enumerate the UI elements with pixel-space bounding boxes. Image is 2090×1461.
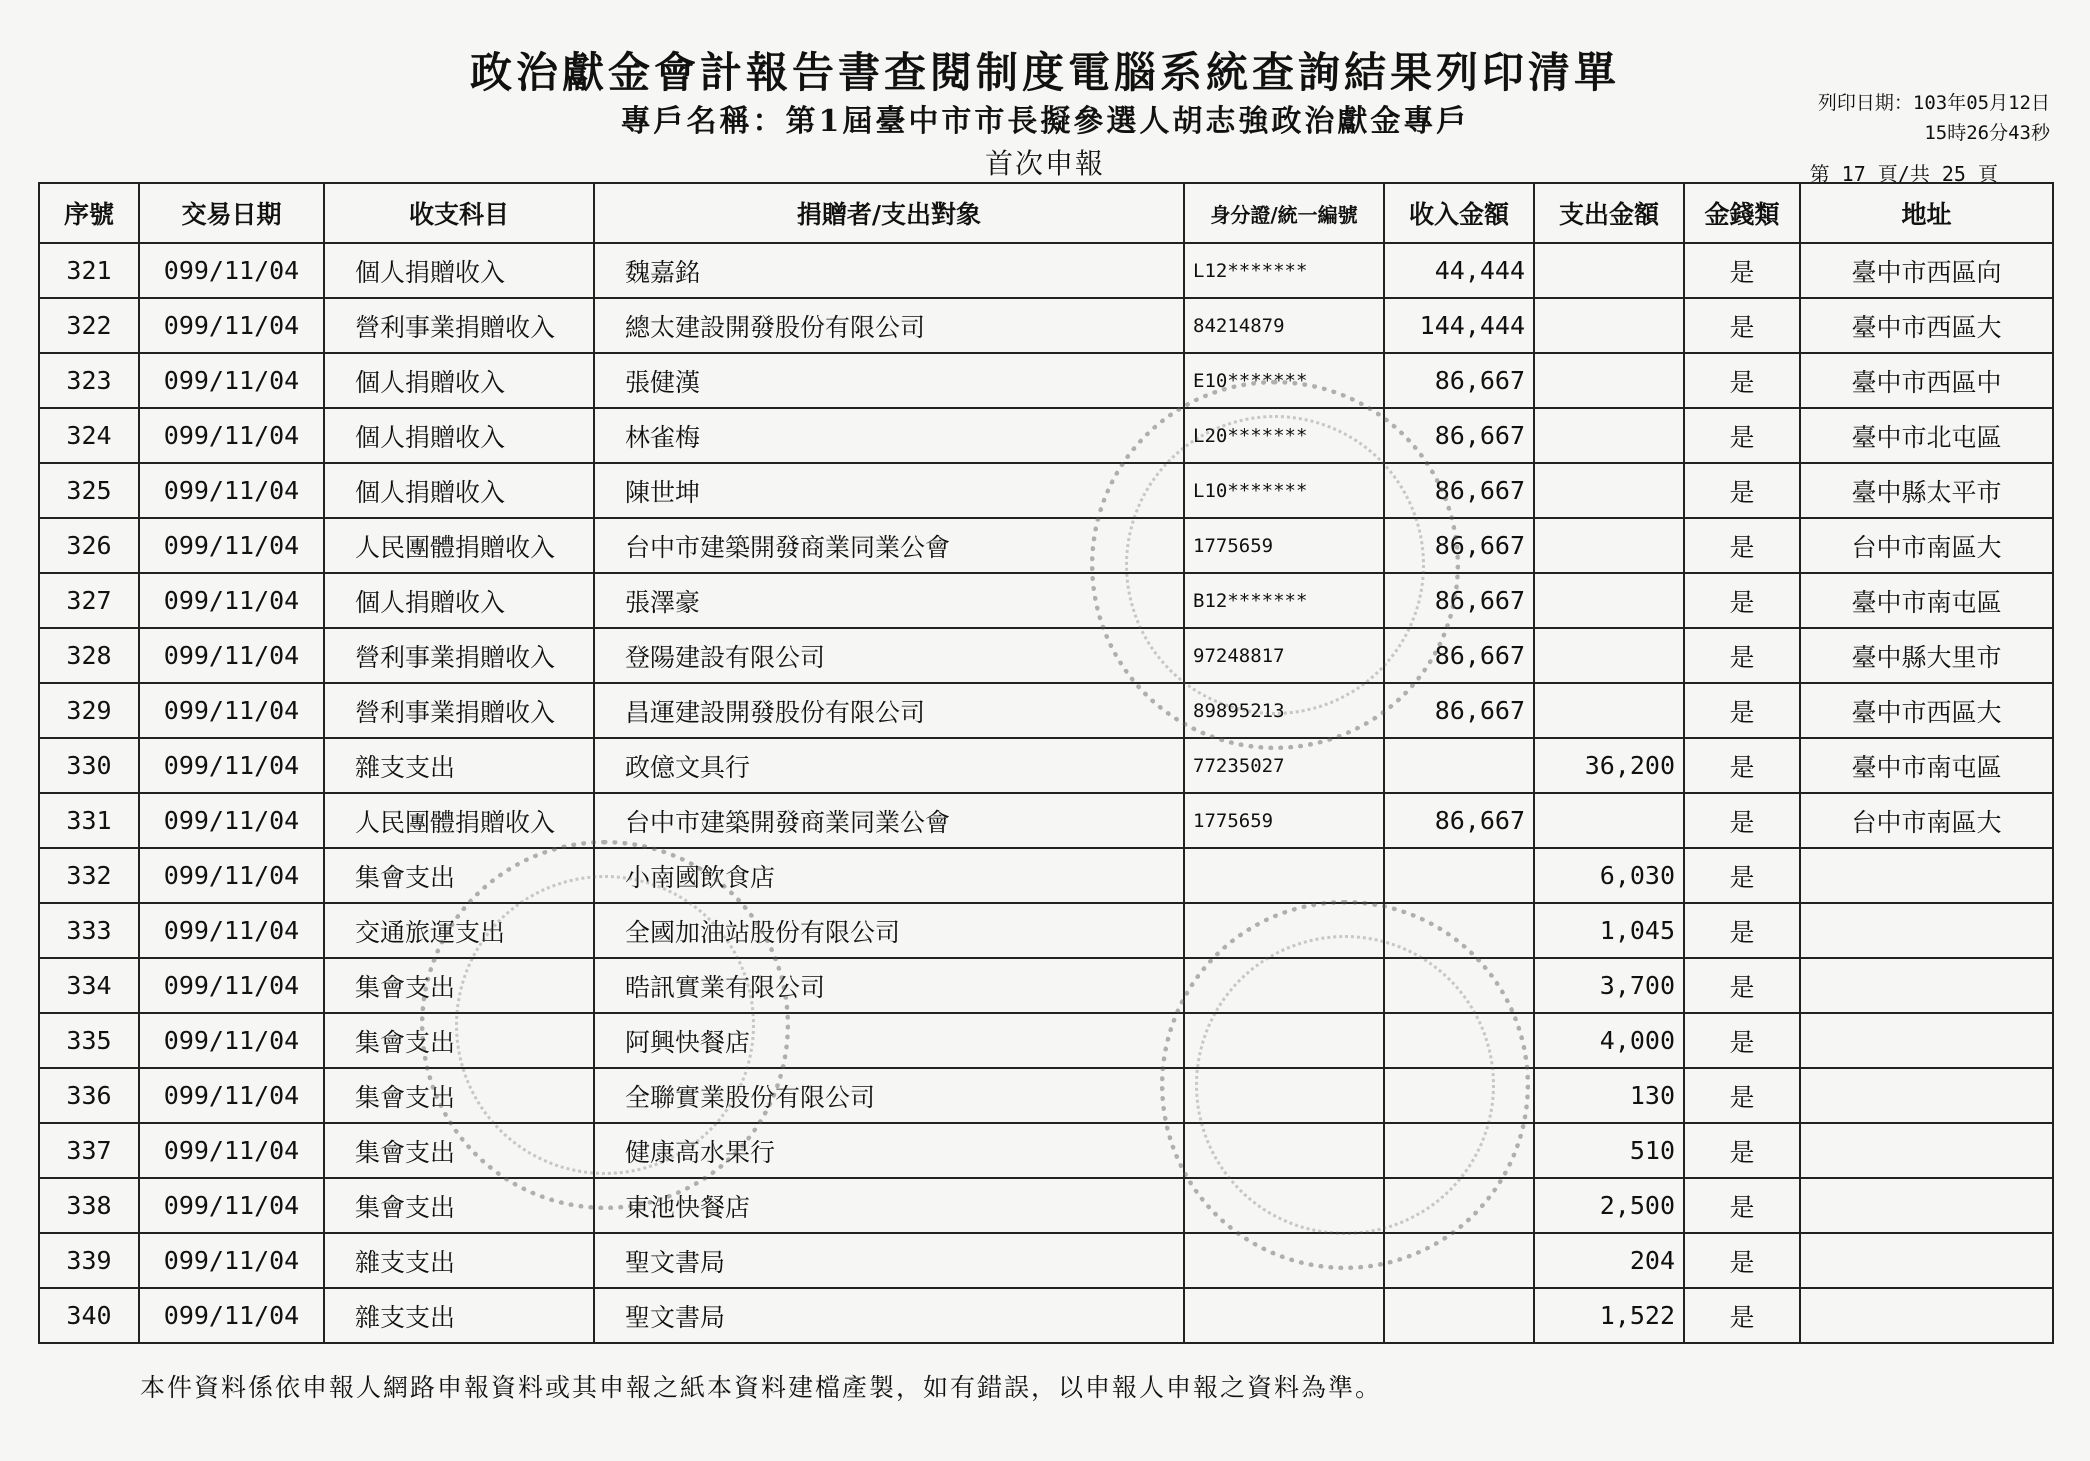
cell-expense: 6,030 xyxy=(1534,848,1684,903)
cell-income xyxy=(1384,958,1534,1013)
cell-date: 099/11/04 xyxy=(139,738,324,793)
cell-id: B12******* xyxy=(1184,573,1384,628)
cell-expense xyxy=(1534,518,1684,573)
table-row xyxy=(39,1123,2053,1178)
cell-date: 099/11/04 xyxy=(139,298,324,353)
cell-party: 晧訊實業有限公司 xyxy=(594,958,1184,1013)
cell-date: 099/11/04 xyxy=(139,518,324,573)
cell-cash: 是 xyxy=(1684,463,1800,518)
cell-address: 臺中市西區大 xyxy=(1800,683,2053,738)
cell-expense xyxy=(1534,793,1684,848)
cell-income xyxy=(1384,1288,1534,1343)
cell-cash: 是 xyxy=(1684,1068,1800,1123)
cell-expense xyxy=(1534,298,1684,353)
cell-date: 099/11/04 xyxy=(139,243,324,298)
cell-income xyxy=(1384,1013,1534,1068)
table-row xyxy=(39,628,2053,683)
cell-date: 099/11/04 xyxy=(139,353,324,408)
cell-cash: 是 xyxy=(1684,738,1800,793)
cell-category: 個人捐贈收入 xyxy=(324,243,594,298)
footer-disclaimer: 本件資料係依申報人網路申報資料或其申報之紙本資料建檔產製，如有錯誤，以申報人申報之資料為準。 xyxy=(140,1373,1383,1402)
col-header-address: 地址 xyxy=(1800,183,2053,243)
cell-date: 099/11/04 xyxy=(139,1233,324,1288)
page-indicator: 第 17 頁/共 25 頁 xyxy=(1809,162,1998,186)
cell-cash: 是 xyxy=(1684,1233,1800,1288)
cell-id xyxy=(1184,848,1384,903)
cell-address: 臺中市南屯區 xyxy=(1800,738,2053,793)
cell-expense: 1,522 xyxy=(1534,1288,1684,1343)
cell-id xyxy=(1184,958,1384,1013)
cell-address: 台中市南區大 xyxy=(1800,793,2053,848)
table-row xyxy=(39,1233,2053,1288)
cell-expense xyxy=(1534,683,1684,738)
cell-category: 個人捐贈收入 xyxy=(324,408,594,463)
cell-party: 登陽建設有限公司 xyxy=(594,628,1184,683)
cell-cash: 是 xyxy=(1684,628,1800,683)
cell-income: 86,667 xyxy=(1384,353,1534,408)
cell-cash: 是 xyxy=(1684,1013,1800,1068)
cell-party: 政億文具行 xyxy=(594,738,1184,793)
table-row xyxy=(39,793,2053,848)
cell-id xyxy=(1184,1123,1384,1178)
cell-id: L10******* xyxy=(1184,463,1384,518)
cell-address: 臺中縣大里市 xyxy=(1800,628,2053,683)
cell-income: 86,667 xyxy=(1384,408,1534,463)
cell-party: 東池快餐店 xyxy=(594,1178,1184,1233)
col-header-party: 捐贈者/支出對象 xyxy=(594,183,1184,243)
cell-date: 099/11/04 xyxy=(139,848,324,903)
cell-seq: 340 xyxy=(39,1288,139,1343)
cell-cash: 是 xyxy=(1684,298,1800,353)
col-header-category: 收支科目 xyxy=(324,183,594,243)
cell-date: 099/11/04 xyxy=(139,958,324,1013)
table-row xyxy=(39,573,2053,628)
cell-id xyxy=(1184,1288,1384,1343)
cell-address xyxy=(1800,1013,2053,1068)
cell-address: 台中市南區大 xyxy=(1800,518,2053,573)
cell-seq: 334 xyxy=(39,958,139,1013)
cell-expense: 510 xyxy=(1534,1123,1684,1178)
cell-id xyxy=(1184,903,1384,958)
cell-date: 099/11/04 xyxy=(139,683,324,738)
cell-id: L20******* xyxy=(1184,408,1384,463)
col-header-date: 交易日期 xyxy=(139,183,324,243)
cell-income: 86,667 xyxy=(1384,793,1534,848)
cell-id: 77235027 xyxy=(1184,738,1384,793)
cell-income xyxy=(1384,1178,1534,1233)
table-row xyxy=(39,353,2053,408)
cell-id xyxy=(1184,1013,1384,1068)
cell-category: 人民團體捐贈收入 xyxy=(324,518,594,573)
cell-party: 台中市建築開發商業同業公會 xyxy=(594,793,1184,848)
cell-seq: 328 xyxy=(39,628,139,683)
table-row xyxy=(39,1068,2053,1123)
ledger-body xyxy=(39,243,2053,1343)
cell-address: 臺中市西區向 xyxy=(1800,243,2053,298)
cell-party: 魏嘉銘 xyxy=(594,243,1184,298)
table-row xyxy=(39,1013,2053,1068)
cell-date: 099/11/04 xyxy=(139,1288,324,1343)
cell-address: 臺中市南屯區 xyxy=(1800,573,2053,628)
cell-id: 89895213 xyxy=(1184,683,1384,738)
cell-cash: 是 xyxy=(1684,683,1800,738)
cell-income: 86,667 xyxy=(1384,573,1534,628)
table-row xyxy=(39,958,2053,1013)
cell-seq: 339 xyxy=(39,1233,139,1288)
cell-cash: 是 xyxy=(1684,848,1800,903)
cell-income xyxy=(1384,1233,1534,1288)
cell-id xyxy=(1184,1068,1384,1123)
cell-address xyxy=(1800,1178,2053,1233)
cell-category: 雜支支出 xyxy=(324,1233,594,1288)
cell-expense xyxy=(1534,463,1684,518)
cell-id: 1775659 xyxy=(1184,793,1384,848)
cell-seq: 332 xyxy=(39,848,139,903)
cell-category: 集會支出 xyxy=(324,1123,594,1178)
cell-cash: 是 xyxy=(1684,903,1800,958)
cell-party: 聖文書局 xyxy=(594,1233,1184,1288)
cell-category: 集會支出 xyxy=(324,1068,594,1123)
cell-income: 86,667 xyxy=(1384,518,1534,573)
cell-expense: 130 xyxy=(1534,1068,1684,1123)
col-header-seq: 序號 xyxy=(39,183,139,243)
print-date: 列印日期：103年05月12日 xyxy=(1817,92,2050,114)
cell-seq: 338 xyxy=(39,1178,139,1233)
cell-cash: 是 xyxy=(1684,1288,1800,1343)
table-header-row xyxy=(39,183,2053,243)
cell-party: 林雀梅 xyxy=(594,408,1184,463)
cell-seq: 323 xyxy=(39,353,139,408)
cell-address xyxy=(1800,958,2053,1013)
cell-category: 營利事業捐贈收入 xyxy=(324,298,594,353)
cell-income xyxy=(1384,1123,1534,1178)
table-row xyxy=(39,298,2053,353)
cell-cash: 是 xyxy=(1684,573,1800,628)
table-row xyxy=(39,903,2053,958)
cell-address: 臺中市西區中 xyxy=(1800,353,2053,408)
col-header-id: 身分證/統一編號 xyxy=(1184,183,1384,243)
cell-address xyxy=(1800,848,2053,903)
cell-income xyxy=(1384,1068,1534,1123)
cell-expense: 1,045 xyxy=(1534,903,1684,958)
cell-date: 099/11/04 xyxy=(139,1068,324,1123)
cell-party: 聖文書局 xyxy=(594,1288,1184,1343)
cell-date: 099/11/04 xyxy=(139,1178,324,1233)
table-row xyxy=(39,683,2053,738)
cell-category: 個人捐贈收入 xyxy=(324,463,594,518)
cell-id xyxy=(1184,1233,1384,1288)
cell-party: 張健漢 xyxy=(594,353,1184,408)
cell-party: 昌運建設開發股份有限公司 xyxy=(594,683,1184,738)
cell-expense: 4,000 xyxy=(1534,1013,1684,1068)
cell-expense xyxy=(1534,243,1684,298)
cell-id: 84214879 xyxy=(1184,298,1384,353)
cell-category: 集會支出 xyxy=(324,1178,594,1233)
table-row xyxy=(39,518,2053,573)
cell-seq: 324 xyxy=(39,408,139,463)
cell-income: 86,667 xyxy=(1384,628,1534,683)
cell-category: 個人捐贈收入 xyxy=(324,353,594,408)
cell-cash: 是 xyxy=(1684,1123,1800,1178)
cell-cash: 是 xyxy=(1684,408,1800,463)
cell-party: 陳世坤 xyxy=(594,463,1184,518)
cell-income xyxy=(1384,848,1534,903)
cell-id: E10******* xyxy=(1184,353,1384,408)
cell-expense xyxy=(1534,408,1684,463)
cell-address: 臺中縣太平市 xyxy=(1800,463,2053,518)
cell-seq: 326 xyxy=(39,518,139,573)
cell-cash: 是 xyxy=(1684,958,1800,1013)
cell-seq: 329 xyxy=(39,683,139,738)
cell-category: 雜支支出 xyxy=(324,738,594,793)
table-row xyxy=(39,1288,2053,1343)
cell-date: 099/11/04 xyxy=(139,793,324,848)
cell-cash: 是 xyxy=(1684,1178,1800,1233)
table-row xyxy=(39,243,2053,298)
cell-category: 雜支支出 xyxy=(324,1288,594,1343)
report-type: 首次申報 xyxy=(984,147,1105,180)
ledger-table xyxy=(38,182,2054,1344)
cell-address: 臺中市北屯區 xyxy=(1800,408,2053,463)
cell-party: 張澤豪 xyxy=(594,573,1184,628)
cell-seq: 321 xyxy=(39,243,139,298)
cell-category: 人民團體捐贈收入 xyxy=(324,793,594,848)
cell-party: 小南國飲食店 xyxy=(594,848,1184,903)
cell-seq: 335 xyxy=(39,1013,139,1068)
cell-address: 臺中市西區大 xyxy=(1800,298,2053,353)
print-info xyxy=(1818,88,2050,148)
cell-income: 86,667 xyxy=(1384,683,1534,738)
cell-income: 144,444 xyxy=(1384,298,1534,353)
cell-party: 全聯實業股份有限公司 xyxy=(594,1068,1184,1123)
cell-category: 個人捐贈收入 xyxy=(324,573,594,628)
cell-date: 099/11/04 xyxy=(139,408,324,463)
cell-income: 44,444 xyxy=(1384,243,1534,298)
table-row xyxy=(39,408,2053,463)
cell-income: 86,667 xyxy=(1384,463,1534,518)
cell-cash: 是 xyxy=(1684,353,1800,408)
cell-category: 集會支出 xyxy=(324,1013,594,1068)
col-header-cash: 金錢類 xyxy=(1684,183,1800,243)
cell-address xyxy=(1800,1288,2053,1343)
document-title: 政治獻金會計報告書查閱制度電腦系統查詢結果列印清單 xyxy=(469,48,1620,97)
cell-expense xyxy=(1534,573,1684,628)
cell-seq: 325 xyxy=(39,463,139,518)
col-header-expense: 支出金額 xyxy=(1534,183,1684,243)
cell-address xyxy=(1800,1068,2053,1123)
cell-income xyxy=(1384,903,1534,958)
cell-cash: 是 xyxy=(1684,518,1800,573)
cell-income xyxy=(1384,738,1534,793)
cell-cash: 是 xyxy=(1684,243,1800,298)
cell-category: 集會支出 xyxy=(324,848,594,903)
cell-seq: 322 xyxy=(39,298,139,353)
col-header-income: 收入金額 xyxy=(1384,183,1534,243)
table-row xyxy=(39,1178,2053,1233)
account-name: 專戶名稱：第1屆臺中市市長擬參選人胡志強政治獻金專戶 xyxy=(620,104,1470,139)
cell-date: 099/11/04 xyxy=(139,573,324,628)
table-row xyxy=(39,738,2053,793)
cell-id xyxy=(1184,1178,1384,1233)
cell-category: 集會支出 xyxy=(324,958,594,1013)
cell-category: 營利事業捐贈收入 xyxy=(324,628,594,683)
cell-seq: 327 xyxy=(39,573,139,628)
cell-expense: 3,700 xyxy=(1534,958,1684,1013)
cell-seq: 331 xyxy=(39,793,139,848)
cell-party: 總太建設開發股份有限公司 xyxy=(594,298,1184,353)
print-time: 15時26分43秒 xyxy=(1924,122,2050,144)
cell-id: L12******* xyxy=(1184,243,1384,298)
cell-id: 1775659 xyxy=(1184,518,1384,573)
cell-expense: 36,200 xyxy=(1534,738,1684,793)
cell-category: 交通旅運支出 xyxy=(324,903,594,958)
cell-date: 099/11/04 xyxy=(139,463,324,518)
cell-address xyxy=(1800,903,2053,958)
cell-party: 健康高水果行 xyxy=(594,1123,1184,1178)
cell-cash: 是 xyxy=(1684,793,1800,848)
cell-party: 阿興快餐店 xyxy=(594,1013,1184,1068)
cell-seq: 330 xyxy=(39,738,139,793)
cell-expense xyxy=(1534,628,1684,683)
cell-party: 全國加油站股份有限公司 xyxy=(594,903,1184,958)
cell-address xyxy=(1800,1233,2053,1288)
cell-id: 97248817 xyxy=(1184,628,1384,683)
cell-date: 099/11/04 xyxy=(139,903,324,958)
cell-expense: 2,500 xyxy=(1534,1178,1684,1233)
cell-expense xyxy=(1534,353,1684,408)
cell-party: 台中市建築開發商業同業公會 xyxy=(594,518,1184,573)
cell-expense: 204 xyxy=(1534,1233,1684,1288)
cell-date: 099/11/04 xyxy=(139,1013,324,1068)
cell-address xyxy=(1800,1123,2053,1178)
cell-seq: 337 xyxy=(39,1123,139,1178)
table-row xyxy=(39,463,2053,518)
cell-seq: 333 xyxy=(39,903,139,958)
cell-category: 營利事業捐贈收入 xyxy=(324,683,594,738)
cell-date: 099/11/04 xyxy=(139,1123,324,1178)
table-row xyxy=(39,848,2053,903)
cell-seq: 336 xyxy=(39,1068,139,1123)
cell-date: 099/11/04 xyxy=(139,628,324,683)
